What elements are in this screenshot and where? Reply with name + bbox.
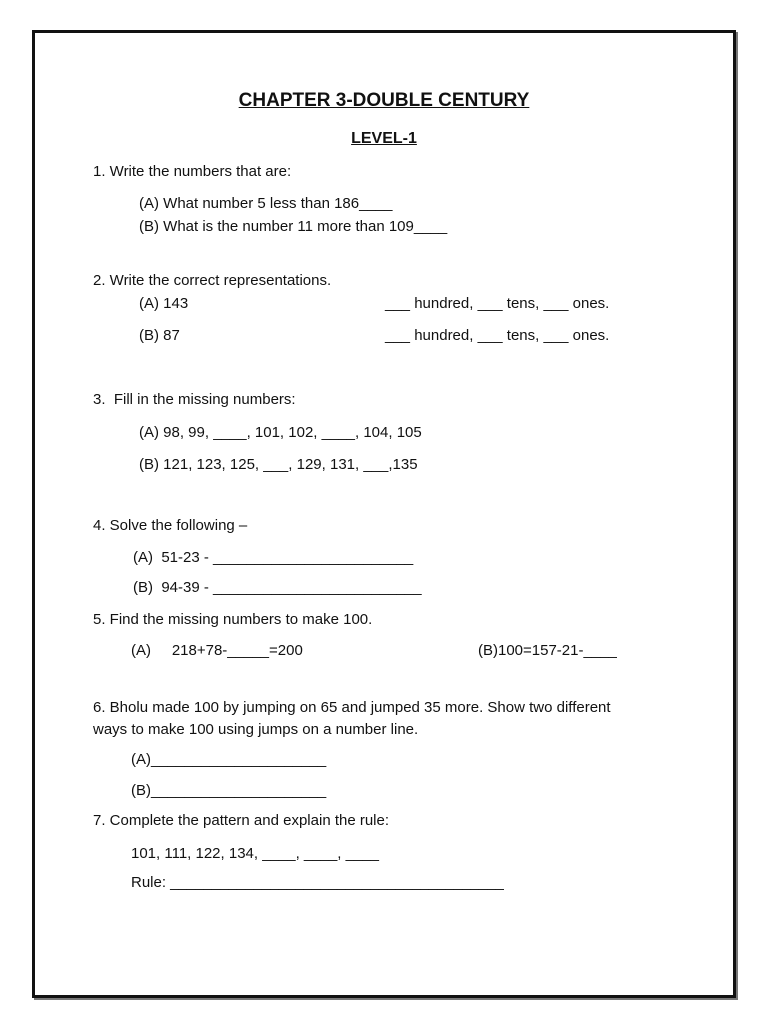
question-4b: (B) 94-39 - _________________________ [133,579,422,596]
question-7-pattern: 101, 111, 122, 134, ____, ____, ____ [131,845,379,862]
chapter-title: CHAPTER 3-DOUBLE CENTURY [238,90,530,111]
question-2a-label: (A) 143 [139,295,189,312]
question-4-stem: 4. Solve the following – [93,517,248,534]
question-2-stem: 2. Write the correct representations. [93,272,332,289]
question-6a: (A)_____________________ [131,751,327,768]
question-6-stem-line1: 6. Bholu made 100 by jumping on 65 and jumped 35 more. Show two different [93,699,611,716]
question-2b-label: (B) 87 [139,327,180,344]
question-5a: (A) 218+78-_____=200 [131,642,303,659]
question-7-stem: 7. Complete the pattern and explain the rule: [93,812,390,829]
question-3b: (B) 121, 123, 125, ___, 129, 131, ___,135 [139,456,418,473]
question-3a: (A) 98, 99, ____, 101, 102, ____, 104, 105 [139,424,422,441]
question-6-stem-line2: ways to make 100 using jumps on a number line. [93,721,419,738]
question-6b: (B)_____________________ [131,782,327,799]
question-1b: (B) What is the number 11 more than 109____ [139,218,448,235]
question-5b: (B)100=157-21-____ [478,642,617,659]
question-3-stem: 3. Fill in the missing numbers: [93,391,296,408]
level-heading: LEVEL-1 [351,130,417,147]
question-2a-blank: ___ hundred, ___ tens, ___ ones. [385,295,610,312]
question-1a: (A) What number 5 less than 186____ [139,195,393,212]
question-4a: (A) 51-23 - ________________________ [133,549,414,566]
question-7-rule: Rule: ________________________________________ [131,874,504,891]
question-5-stem: 5. Find the missing numbers to make 100. [93,611,373,628]
question-1-stem: 1. Write the numbers that are: [93,163,292,180]
question-2b-blank: ___ hundred, ___ tens, ___ ones. [385,327,610,344]
